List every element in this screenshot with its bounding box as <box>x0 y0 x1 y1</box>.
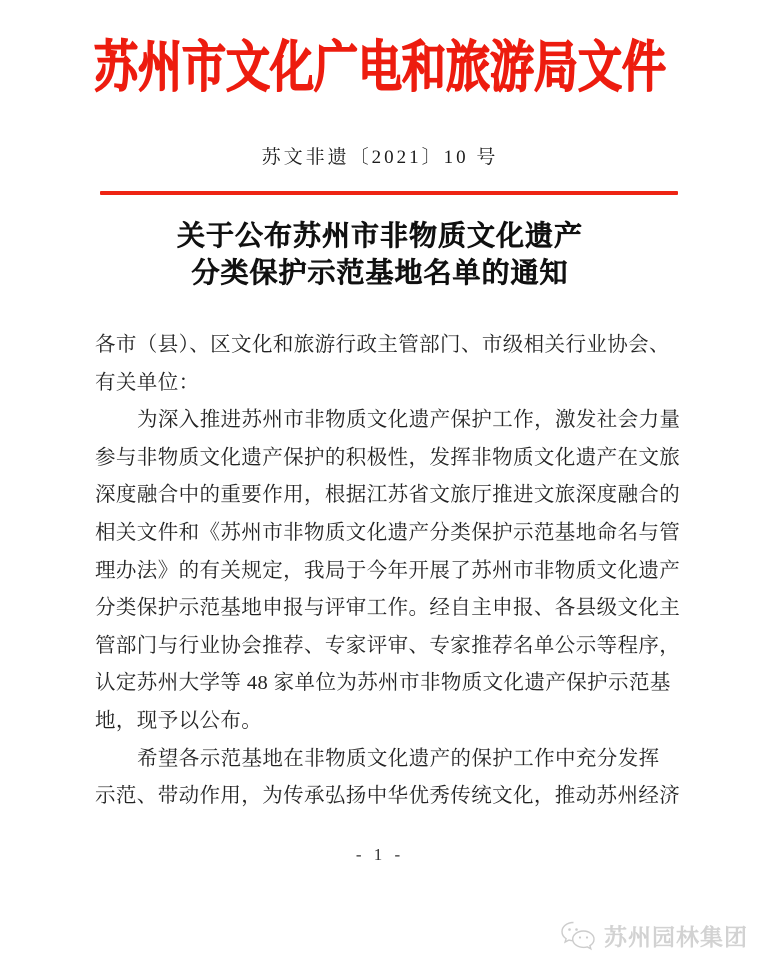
notice-body <box>95 327 681 816</box>
body-line: 为深入推进苏州市非物质文化遗产保护工作，激发社会力量 <box>137 409 681 432</box>
body-line: 管部门与行业协会推荐、专家评审、专家推荐名单公示等程序， <box>95 634 681 657</box>
body-line: 相关文件和《苏州市非物质文化遗产分类保护示范基地命名与管 <box>95 521 681 544</box>
watermark-label: 苏州园林集团 <box>604 924 748 950</box>
body-line: 分类保护示范基地申报与评审工作。经自主申报、各县级文化主 <box>95 597 681 620</box>
wechat-account-watermark <box>560 919 748 952</box>
document-number: 苏文非遗〔2021〕10 号 <box>261 147 499 168</box>
body-line: 示范、带动作用，为传承弘扬中华优秀传统文化，推动苏州经济 <box>95 785 681 808</box>
notice-title-line1: 关于公布苏州市非物质文化遗产 <box>176 221 583 252</box>
body-line: 有关单位： <box>95 371 200 394</box>
agency-header-title: 苏州市文化广电和旅游局文件 <box>94 37 666 99</box>
body-line: 地，现予以公布。 <box>95 709 263 732</box>
notice-title-line2: 分类保护示范基地名单的通知 <box>191 258 569 289</box>
body-line: 各市（县）、区文化和旅游行政主管部门、市级相关行业协会、 <box>95 334 670 356</box>
notice-title <box>0 218 760 292</box>
body-line: 参与非物质文化遗产保护的积极性，发挥非物质文化遗产在文旅 <box>95 446 681 469</box>
red-divider-rule <box>100 191 678 195</box>
body-line: 理办法》的有关规定，我局于今年开展了苏州市非物质文化遗产 <box>95 559 681 582</box>
body-line: 深度融合中的重要作用，根据江苏省文旅厅推进文旅深度融合的 <box>95 484 681 507</box>
body-line: 希望各示范基地在非物质文化遗产的保护工作中充分发挥 <box>137 747 660 770</box>
wechat-logo-icon <box>560 920 597 952</box>
page-number: - 1 - <box>355 845 405 864</box>
body-line: 认定苏州大学等 48 家单位为苏州市非物质文化遗产保护示范基 <box>95 672 671 695</box>
